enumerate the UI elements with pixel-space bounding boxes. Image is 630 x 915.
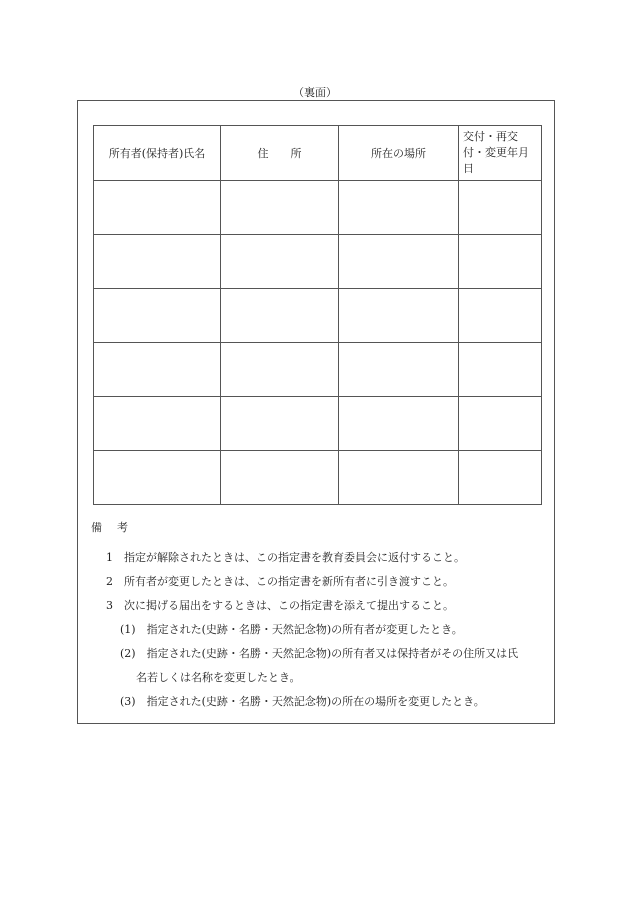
table-cell[interactable] <box>339 289 459 343</box>
table-cell[interactable] <box>339 451 459 505</box>
table-cell[interactable] <box>459 235 542 289</box>
table-row <box>94 235 542 289</box>
table-row <box>94 289 542 343</box>
column-header-owner-name: 所有者(保持者)氏名 <box>94 126 221 181</box>
table-cell[interactable] <box>459 397 542 451</box>
remark-subitem-2-continued: 名若しくは名称を変更したとき。 <box>136 671 301 684</box>
table-cell[interactable] <box>221 181 339 235</box>
remark-subitem-3: (3) 指定された(史跡・名勝・天然記念物)の所在の場所を変更したとき。 <box>120 695 485 708</box>
table-cell[interactable] <box>339 181 459 235</box>
table-cell[interactable] <box>94 289 221 343</box>
table-header-row <box>94 126 542 181</box>
table-cell[interactable] <box>94 451 221 505</box>
registry-table <box>93 125 542 505</box>
remark-subitem-1: (1) 指定された(史跡・名勝・天然記念物)の所有者が変更したとき。 <box>120 623 463 636</box>
column-header-location: 所在の場所 <box>339 126 459 181</box>
remark-item-3: 3 次に掲げる届出をするときは、この指定書を添えて提出すること。 <box>106 599 454 612</box>
table-cell[interactable] <box>221 235 339 289</box>
table-row <box>94 181 542 235</box>
page-heading: （裏面） <box>293 86 337 99</box>
form-frame <box>77 100 555 724</box>
remark-item-1: 1 指定が解除されたときは、この指定書を教育委員会に返付すること。 <box>106 551 465 564</box>
remark-subitem-2: (2) 指定された(史跡・名勝・天然記念物)の所有者又は保持者がその住所又は氏 <box>120 647 519 660</box>
table-cell[interactable] <box>94 181 221 235</box>
table-cell[interactable] <box>94 397 221 451</box>
table-cell[interactable] <box>221 451 339 505</box>
remarks-title: 備 考 <box>91 521 130 534</box>
table-cell[interactable] <box>221 289 339 343</box>
table-cell[interactable] <box>94 235 221 289</box>
table-cell[interactable] <box>221 397 339 451</box>
table-row <box>94 397 542 451</box>
table-cell[interactable] <box>339 397 459 451</box>
column-header-issue-date: 交付・再交付・変更年月日 <box>459 126 542 181</box>
table-cell[interactable] <box>339 343 459 397</box>
table-cell[interactable] <box>459 289 542 343</box>
table-cell[interactable] <box>459 343 542 397</box>
remark-item-2: 2 所有者が変更したときは、この指定書を新所有者に引き渡すこと。 <box>106 575 454 588</box>
column-header-address: 住 所 <box>221 126 339 181</box>
table-cell[interactable] <box>221 343 339 397</box>
table-row <box>94 343 542 397</box>
table-row <box>94 451 542 505</box>
table-cell[interactable] <box>459 451 542 505</box>
table-cell[interactable] <box>94 343 221 397</box>
table-cell[interactable] <box>339 235 459 289</box>
table-cell[interactable] <box>459 181 542 235</box>
